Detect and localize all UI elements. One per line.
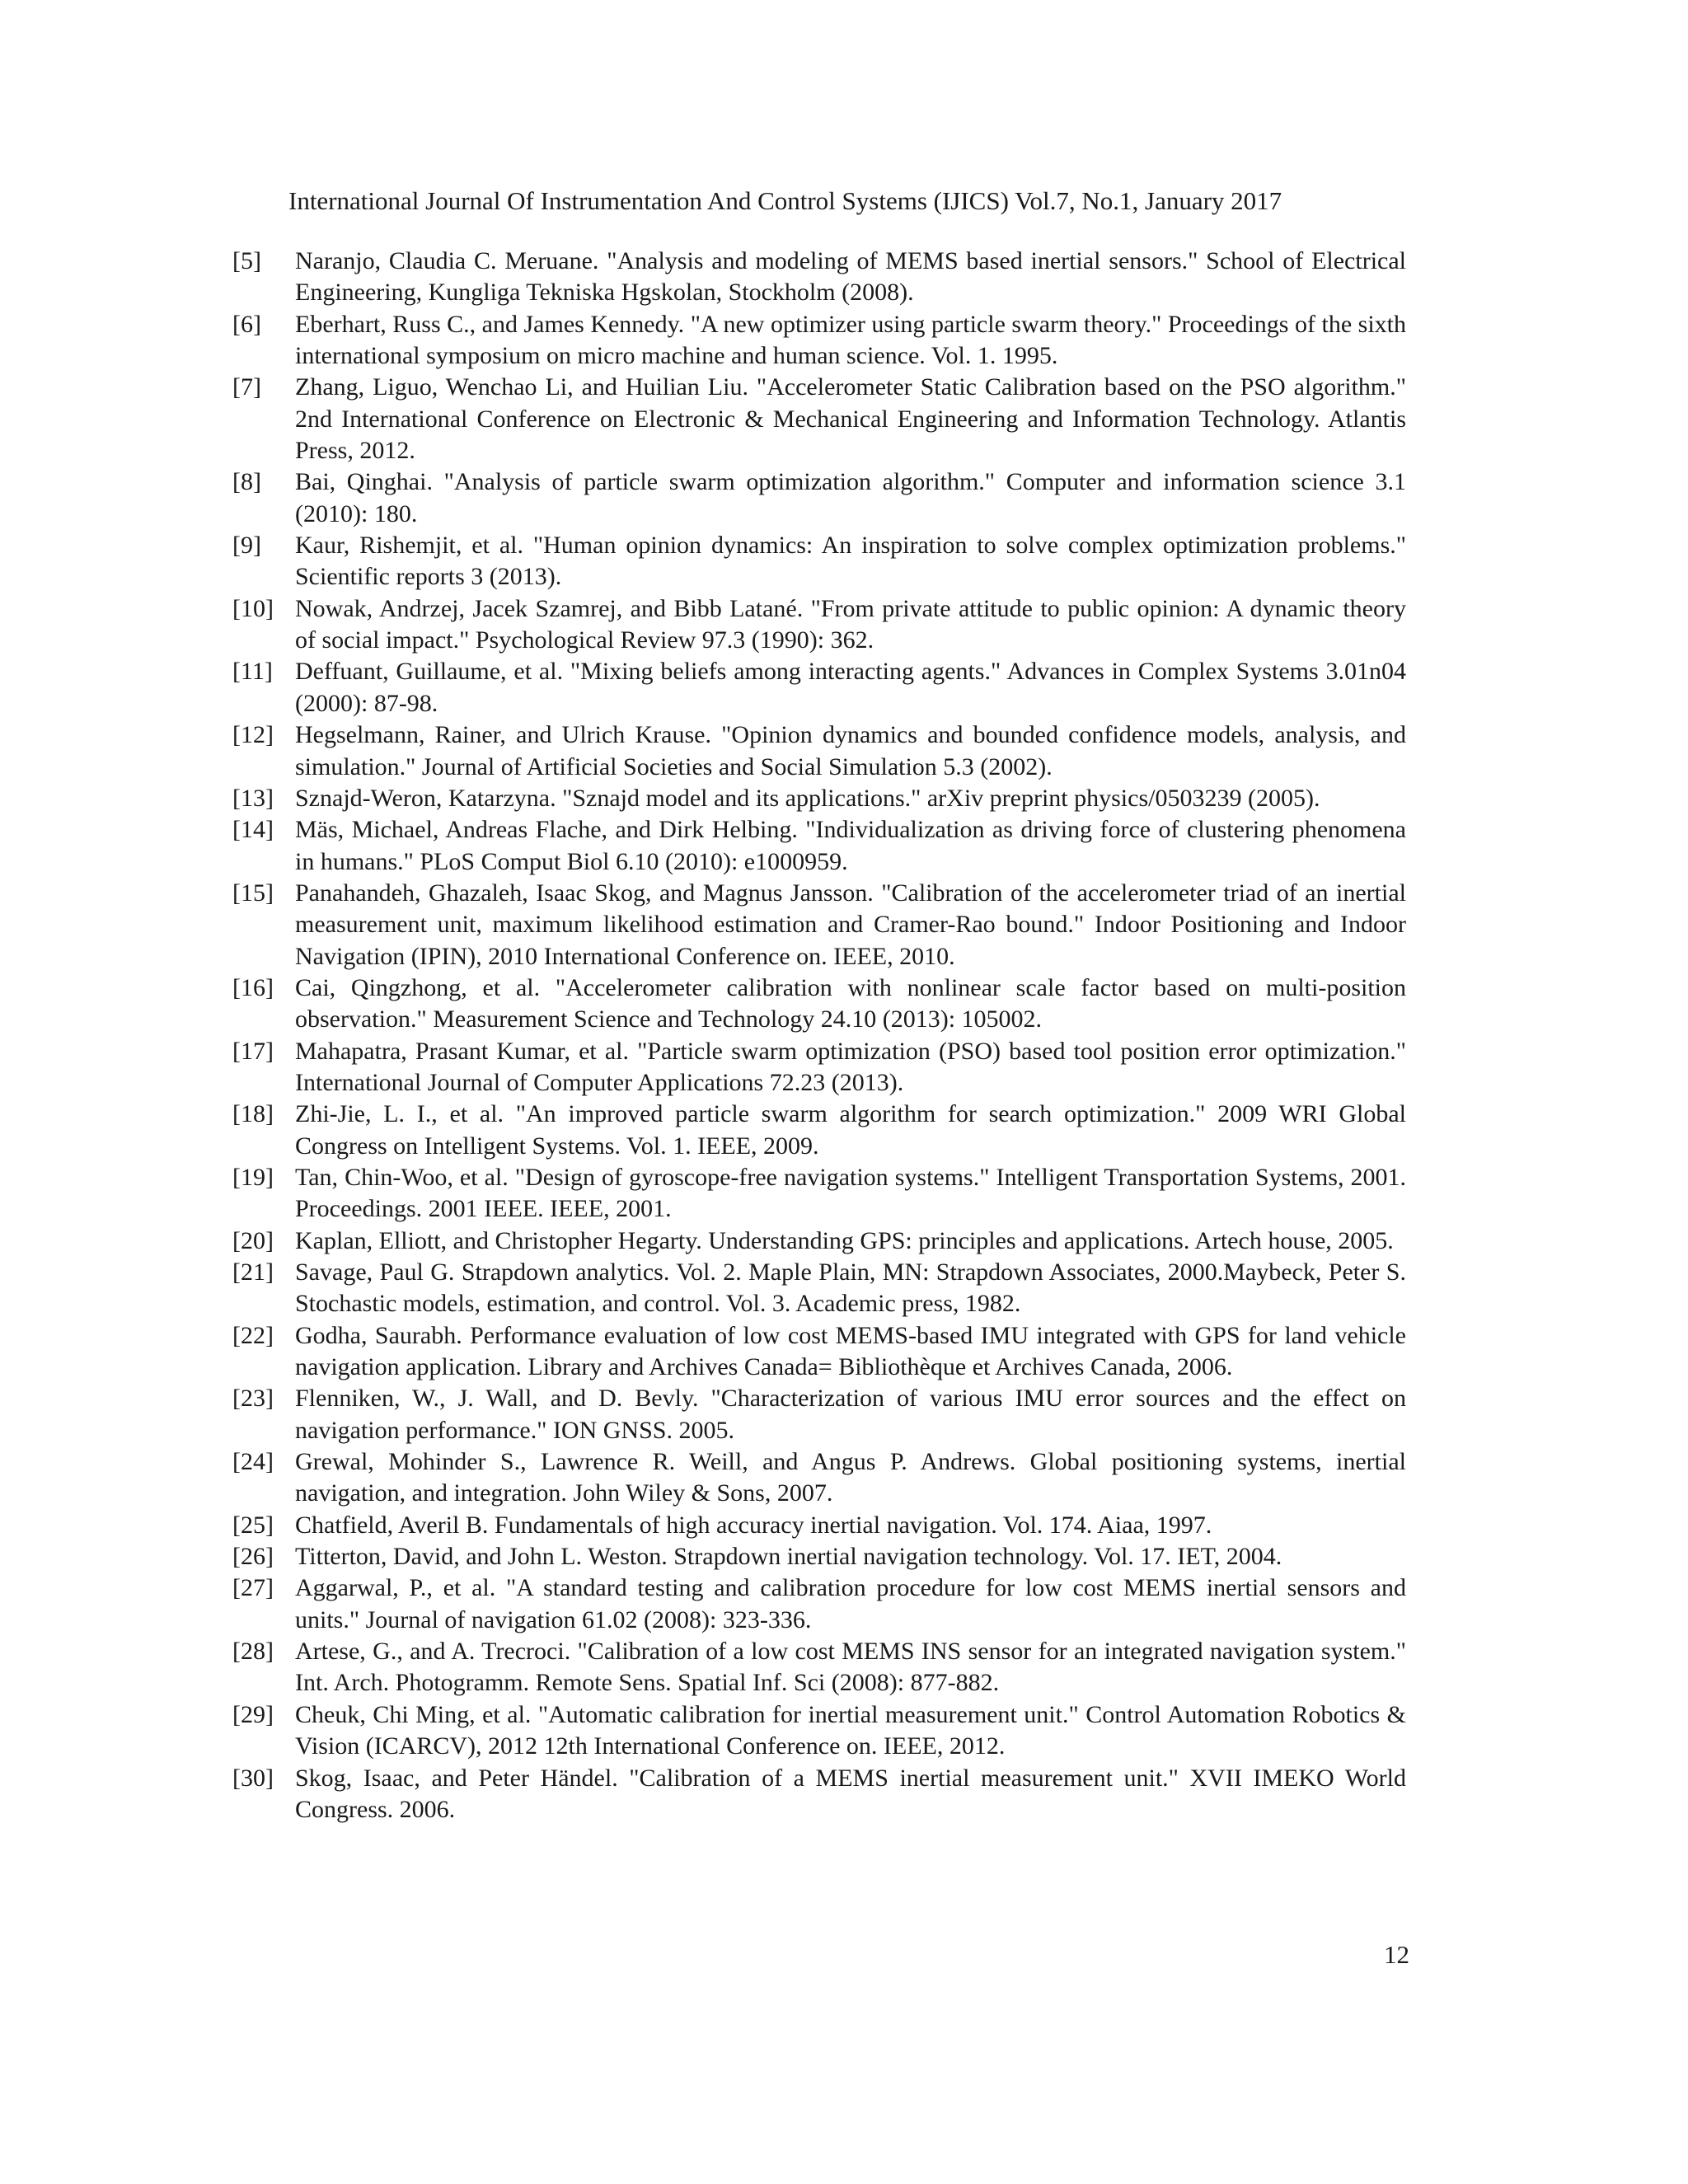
reference-item	[232, 246, 1406, 309]
reference-text: Panahandeh, Ghazaleh, Isaac Skog, and Magnus Jansson. "Calibration of the accelerometer triad of an inertial measurement unit, maximum likelihood estimation and Cramer-Rao bound." Indoor Positioning and Indoor Navigation (IPIN), 2010 International Conference on. IEEE, 2010.	[295, 879, 1406, 970]
reference-text: Savage, Paul G. Strapdown analytics. Vol. 2. Maple Plain, MN: Strapdown Associates, 2000.Maybeck, Peter S. Stochastic models, estimation, and control. Vol. 3. Academic press, 1982.	[295, 1258, 1406, 1318]
reference-item	[232, 466, 1406, 530]
reference-text: Tan, Chin-Woo, et al. "Design of gyroscope-free navigation systems." Intelligent Transportation Systems, 2001. Proceedings. 2001 IEEE. IEEE, 2001.	[295, 1163, 1406, 1223]
reference-item	[232, 530, 1406, 593]
reference-item	[232, 656, 1406, 719]
reference-item	[232, 972, 1406, 1036]
reference-number: [12]	[232, 721, 274, 749]
reference-item	[232, 1257, 1406, 1320]
reference-text: Zhang, Liguo, Wenchao Li, and Huilian Liu. "Accelerometer Static Calibration based on the PSO algorithm." 2nd International Conference on Electronic & Mechanical Engineering and Information Technology. Atlantis Press, 2012.	[295, 373, 1406, 465]
reference-item	[232, 1446, 1406, 1510]
reference-text: Aggarwal, P., et al. "A standard testing and calibration procedure for low cost MEMS inertial sensors and units." Journal of navigation 61.02 (2008): 323-336.	[295, 1574, 1406, 1633]
reference-item	[232, 719, 1406, 783]
reference-number: [21]	[232, 1258, 274, 1286]
reference-number: [24]	[232, 1448, 274, 1476]
reference-item	[232, 1763, 1406, 1826]
running-header: International Journal Of Instrumentation And Control Systems (IJICS) Vol.7, No.1, January 2017	[288, 186, 1282, 215]
reference-text: Zhi-Jie, L. I., et al. "An improved particle swarm algorithm for search optimization." 2009 WRI Global Congress on Intelligent Systems. Vol. 1. IEEE, 2009.	[295, 1100, 1406, 1160]
reference-text: Titterton, David, and John L. Weston. Strapdown inertial navigation technology. Vol. 17. IET, 2004.	[295, 1543, 1282, 1571]
reference-item	[232, 1636, 1406, 1699]
reference-text: Flenniken, W., J. Wall, and D. Bevly. "Characterization of various IMU error sources and the effect on navigation performance." ION GNSS. 2005.	[295, 1385, 1406, 1444]
reference-number: [20]	[232, 1226, 274, 1254]
reference-number: [5]	[232, 247, 261, 274]
reference-item	[232, 1572, 1406, 1636]
reference-text: Grewal, Mohinder S., Lawrence R. Weill, and Angus P. Andrews. Global positioning systems, inertial navigation, and integration. John Wiley & Sons, 2007.	[295, 1448, 1406, 1507]
reference-number: [14]	[232, 816, 274, 844]
reference-text: Mäs, Michael, Andreas Flache, and Dirk Helbing. "Individualization as driving force of clustering phenomena in humans." PLoS Comput Biol 6.10 (2010): e1000959.	[295, 816, 1406, 875]
reference-number: [6]	[232, 310, 261, 338]
reference-number: [9]	[232, 532, 261, 560]
reference-text: Cai, Qingzhong, et al. "Accelerometer calibration with nonlinear scale factor based on multi-position observation." Measurement Science and Technology 24.10 (2013): 105002.	[295, 973, 1406, 1033]
reference-text: Kaur, Rishemjit, et al. "Human opinion dynamics: An inspiration to solve complex optimization problems." Scientific reports 3 (2013).	[295, 532, 1406, 591]
reference-number: [26]	[232, 1543, 274, 1571]
reference-number: [10]	[232, 594, 274, 622]
reference-text: Godha, Saurabh. Performance evaluation of low cost MEMS-based IMU integrated with GPS for land vehicle navigation application. Library and Archives Canada= Bibliothèque et Archives Canada, 2006.	[295, 1321, 1406, 1381]
reference-number: [8]	[232, 468, 261, 496]
reference-number: [11]	[232, 658, 273, 686]
reference-item	[232, 372, 1406, 466]
reference-number: [22]	[232, 1321, 274, 1349]
reference-number: [19]	[232, 1163, 274, 1191]
reference-item	[232, 783, 1406, 814]
reference-item	[232, 1510, 1406, 1541]
reference-text: Artese, G., and A. Trecroci. "Calibration of a low cost MEMS INS sensor for an integrated navigation system." Int. Arch. Photogramm. Remote Sens. Spatial Inf. Sci (2008): 877-882.	[295, 1638, 1406, 1697]
reference-text: Kaplan, Elliott, and Christopher Hegarty. Understanding GPS: principles and applications. Artech house, 2005.	[295, 1226, 1394, 1254]
reference-item	[232, 1320, 1406, 1384]
reference-item	[232, 593, 1406, 657]
reference-text: Nowak, Andrzej, Jacek Szamrej, and Bibb Latané. "From private attitude to public opinion: A dynamic theory of social impact." Psychological Review 97.3 (1990): 362.	[295, 594, 1406, 654]
reference-text: Skog, Isaac, and Peter Händel. "Calibration of a MEMS inertial measurement unit." XVII IMEKO World Congress. 2006.	[295, 1764, 1406, 1823]
reference-text: Chatfield, Averil B. Fundamentals of high accuracy inertial navigation. Vol. 174. Aiaa, 1997.	[295, 1511, 1212, 1539]
reference-number: [17]	[232, 1037, 274, 1065]
reference-number: [18]	[232, 1100, 274, 1128]
reference-number: [15]	[232, 879, 274, 907]
reference-number: [27]	[232, 1574, 274, 1602]
reference-item	[232, 1383, 1406, 1446]
reference-item	[232, 1699, 1406, 1763]
reference-number: [28]	[232, 1638, 274, 1666]
reference-text: Sznajd-Weron, Katarzyna. "Sznajd model and its applications." arXiv preprint physics/0503239 (2005).	[295, 784, 1320, 812]
reference-item	[232, 309, 1406, 373]
reference-item	[232, 1226, 1406, 1257]
reference-number: [16]	[232, 973, 274, 1001]
reference-number: [25]	[232, 1511, 274, 1539]
page-number: 12	[1384, 1940, 1409, 1969]
reference-item	[232, 878, 1406, 972]
reference-list	[232, 246, 1406, 1825]
reference-number: [30]	[232, 1764, 274, 1792]
reference-text: Bai, Qinghai. "Analysis of particle swarm optimization algorithm." Computer and information science 3.1 (2010): 180.	[295, 468, 1406, 527]
reference-item	[232, 1099, 1406, 1162]
reference-text: Mahapatra, Prasant Kumar, et al. "Particle swarm optimization (PSO) based tool position error optimization." International Journal of Computer Applications 72.23 (2013).	[295, 1037, 1406, 1096]
reference-number: [13]	[232, 784, 274, 812]
reference-item	[232, 1541, 1406, 1572]
reference-text: Deffuant, Guillaume, et al. "Mixing beliefs among interacting agents." Advances in Complex Systems 3.01n04 (2000): 87-98.	[295, 658, 1406, 717]
reference-item	[232, 814, 1406, 878]
reference-number: [29]	[232, 1700, 274, 1728]
reference-item	[232, 1162, 1406, 1226]
reference-text: Cheuk, Chi Ming, et al. "Automatic calibration for inertial measurement unit." Control Automation Robotics & Vision (ICARCV), 2012 12th International Conference on. IEEE, 2012.	[295, 1700, 1406, 1760]
reference-text: Naranjo, Claudia C. Meruane. "Analysis and modeling of MEMS based inertial sensors." School of Electrical Engineering, Kungliga Tekniska Hgskolan, Stockholm (2008).	[295, 247, 1406, 307]
reference-item	[232, 1036, 1406, 1099]
reference-number: [23]	[232, 1385, 274, 1413]
reference-text: Eberhart, Russ C., and James Kennedy. "A new optimizer using particle swarm theory." Proceedings of the sixth international symposium on micro machine and human science. Vol. 1. 1995.	[295, 310, 1406, 370]
reference-text: Hegselmann, Rainer, and Ulrich Krause. "Opinion dynamics and bounded confidence models, analysis, and simulation." Journal of Artificial Societies and Social Simulation 5.3 (2002).	[295, 721, 1406, 780]
reference-number: [7]	[232, 373, 261, 401]
